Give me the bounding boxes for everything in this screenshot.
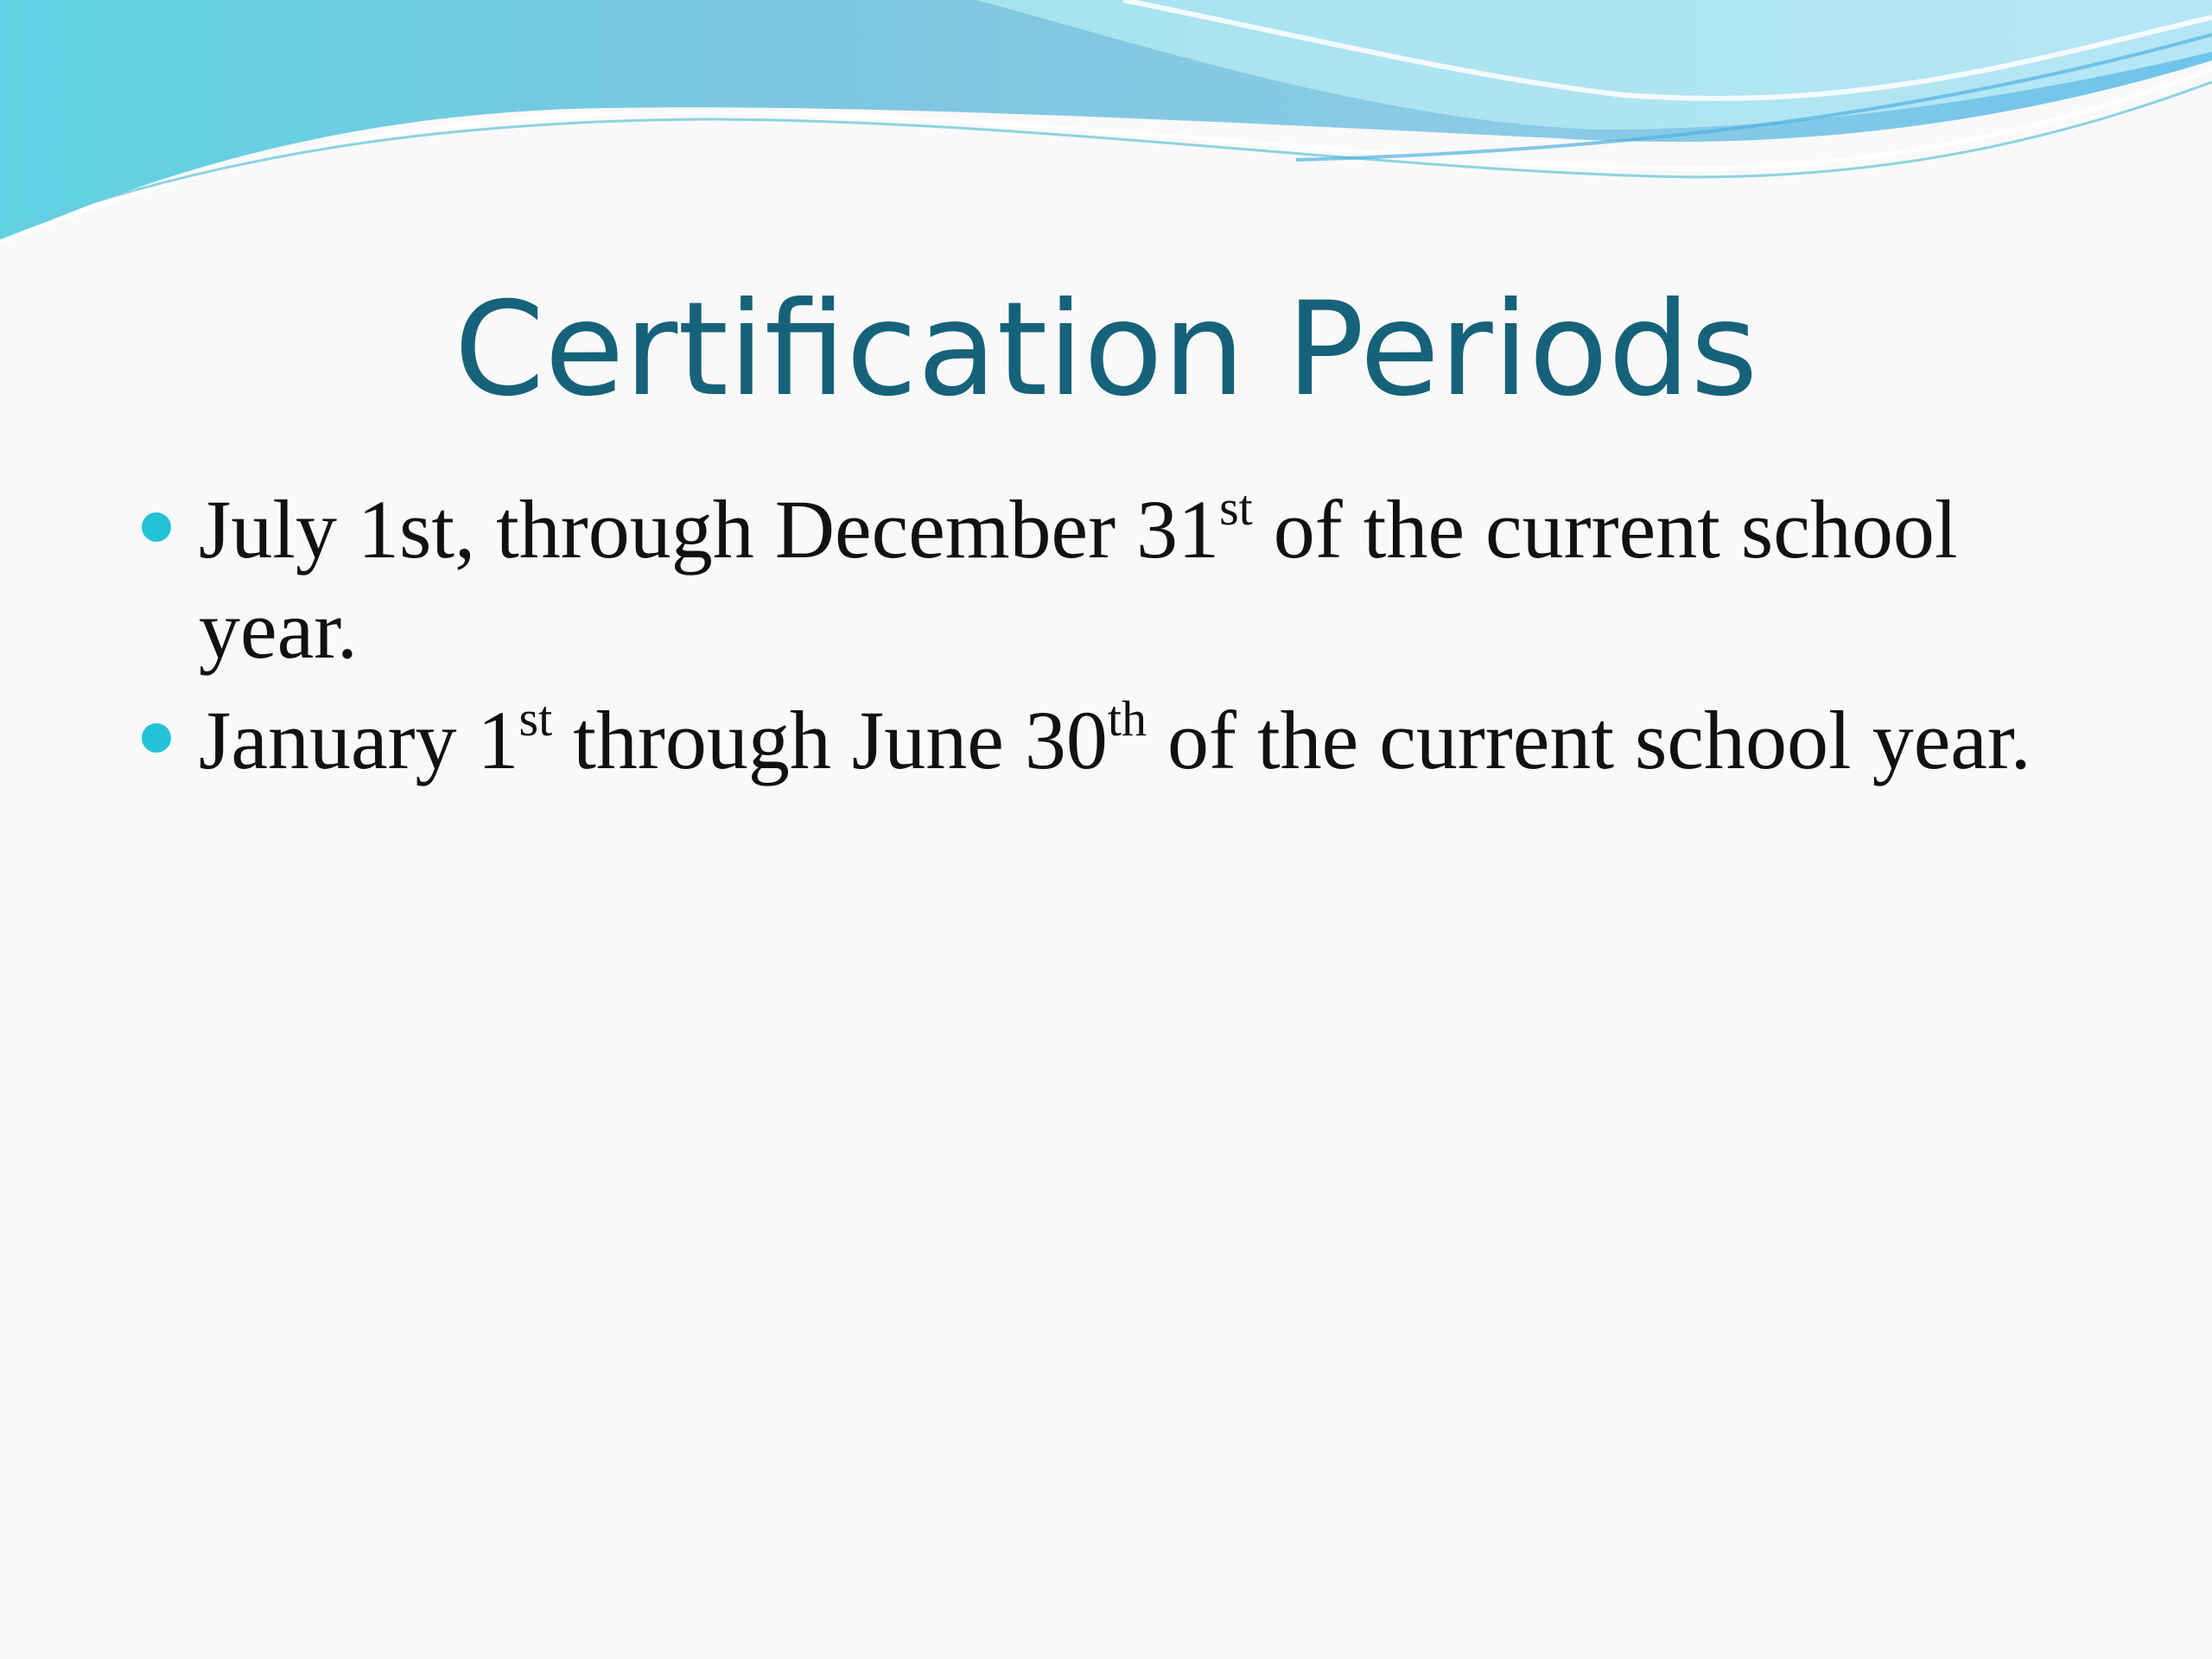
bullet-dot-icon <box>142 723 171 753</box>
bullet-dot-icon <box>142 512 171 542</box>
ordinal-suffix: th <box>1107 690 1147 747</box>
ordinal-suffix: st <box>518 690 553 747</box>
bullet-text-part2: through June 30 <box>552 694 1108 786</box>
header-wave-decoration <box>0 0 2212 259</box>
bullet-list <box>138 480 2117 801</box>
bullet-text-suffix: of the current school year. <box>199 483 1958 676</box>
bullet-item <box>138 480 2117 680</box>
bullet-text-prefix: July 1st, through December 31 <box>199 483 1220 575</box>
bullet-item <box>138 690 2117 791</box>
bullet-text-part3: of the current school year. <box>1146 694 2031 786</box>
bullet-text-part1: January 1 <box>199 694 519 786</box>
ordinal-suffix: st <box>1219 480 1253 536</box>
slide-title: Certification Periods <box>454 275 1758 425</box>
